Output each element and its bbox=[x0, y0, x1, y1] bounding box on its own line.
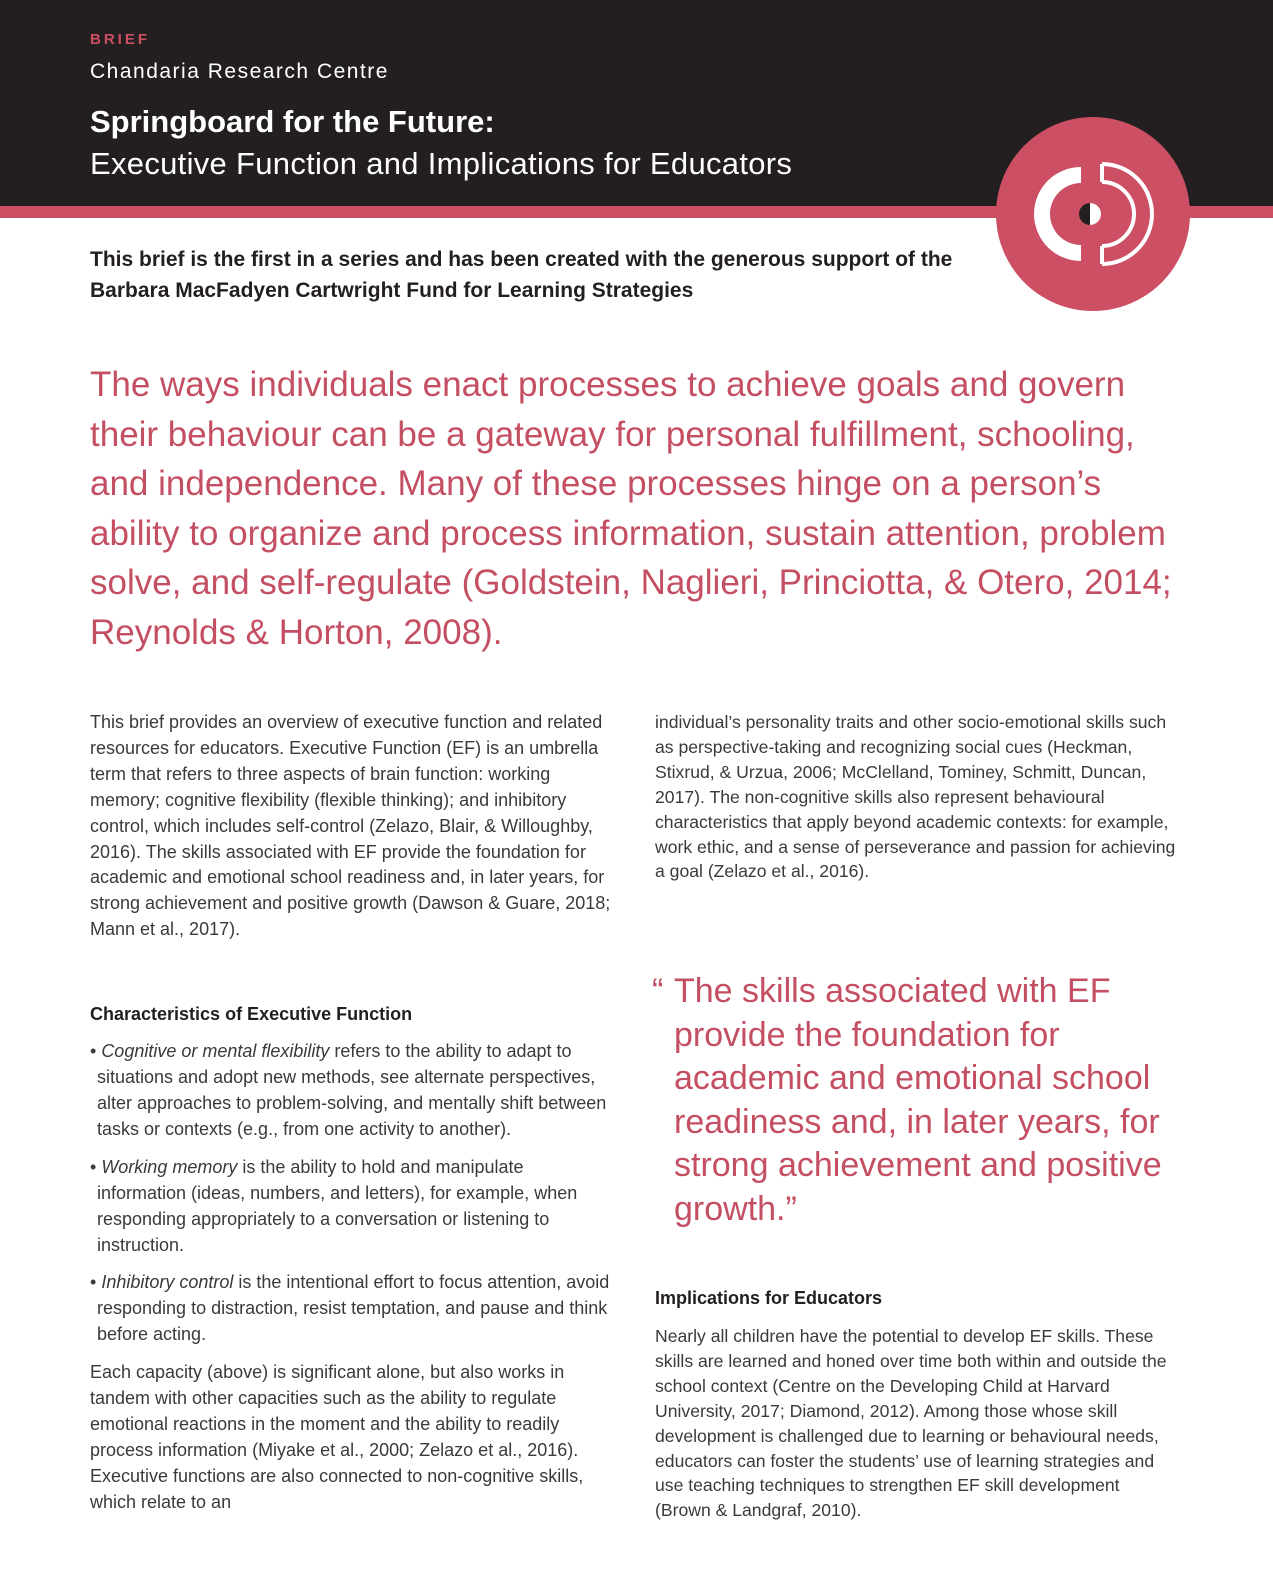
open-quote-mark: “ bbox=[652, 972, 664, 1010]
implications-paragraph: Nearly all children have the potential to develop EF skills. These skills are learned and honed over time both within and outside the school context (Centre on the Developing Child at Harvard University, 2017; Diamond, 2012). Among those whose skill development is challenged due to learning or behavioural needs, educators can foster the students’ use of learning strategies and use teaching techniques to strengthen EF skill development (Brown & Landgraf, 2010). bbox=[655, 1326, 1167, 1521]
close-quote-mark: ” bbox=[785, 1189, 797, 1228]
bullet-term: Working memory bbox=[101, 1156, 238, 1177]
implications-heading: Implications for Educators bbox=[655, 1288, 883, 1308]
overview-paragraph: This brief provides an overview of executive function and related resources for educators. Executive Function (EF) is an umbrella term that refers to three aspects of brain function: working memory; cognitive flexibility (flexible thinking); and inhibitory control, which includes self-control (Zelazo, Blair, & Willoughby, 2016). The skills associated with EF provide the foundation for academic and emotional school readiness and, in later years, for strong achievement and positive growth (Dawson & Guare, 2018; Mann et al., 2017). bbox=[90, 712, 611, 940]
right-column bbox=[655, 710, 1180, 884]
lead-quote: The ways individuals enact processes to achieve goals and govern their behaviour can be a gateway for personal fulfillment, schooling, and independence. Many of these processes hinge on a person’s ability to organize and process information, sustain attention, problem solve, and self-regulate (Goldstein, Naglieri, Princiotta, & Otero, 2014; Reynolds & Horton, 2008). bbox=[90, 365, 1172, 652]
characteristics-heading: Characteristics of Executive Function bbox=[90, 1004, 413, 1025]
capacities-paragraph: Each capacity (above) is significant alone, but also works in tandem with other capacities such as the ability to regulate emotional reactions in the moment and the ability to readily process information (Miyake et al., 2000; Zelazo et al., 2016). Executive functions are also connected to non-cognitive skills, which relate to an bbox=[90, 1362, 584, 1512]
characteristics-list bbox=[90, 1039, 615, 1348]
pull-quote-text: The skills associated with EF provide the foundation for academic and emotional school readiness and, in later years, for strong achievement and positive growth. bbox=[674, 972, 1162, 1228]
list-item: • Cognitive or mental flexibility refers to the ability to adapt to situations and adopt new methods, see alternate perspectives, alter approaches to problem-solving, and mentally shift between tasks or contexts (e.g., from one activity to another). bbox=[90, 1041, 607, 1139]
bullet-text: is the intentional effort to focus attention, avoid responding to distraction, resist temptation, and pause and think before acting. bbox=[97, 1272, 610, 1345]
list-item: • Working memory is the ability to hold and manipulate information (ideas, numbers, and letters), for example, when responding appropriately to a conversation or listening to instruction. bbox=[90, 1156, 578, 1255]
bullet-term: Cognitive or mental flexibility bbox=[101, 1041, 330, 1062]
non-cognitive-paragraph: individual’s personality traits and other socio-emotional skills such as perspective-taking and recognizing social cues (Heckman, Stixrud, & Urzua, 2006; McClelland, Tominey, Schmitt, Duncan, 2017). The non-cognitive skills also represent behavioural characteristics that apply beyond academic contexts: for example, work ethic, and a sense of perseverance and passion for achieving a goal (Zelazo et al., 2016). bbox=[655, 712, 1176, 882]
left-column bbox=[90, 710, 615, 1516]
page-title: Springboard for the Future: bbox=[90, 104, 495, 139]
brief-label: BRIEF bbox=[90, 31, 150, 48]
pull-quote bbox=[652, 970, 1192, 1231]
intro-statement: This brief is the first in a series and has been created with the generous support of the Barbara MacFadyen Cartwright Fund for Learning Strategies bbox=[90, 248, 953, 302]
bullet-text: is the ability to hold and manipulate information (ideas, numbers, and letters), for example, when responding appropriately to a conversation or listening to instruction. bbox=[97, 1156, 578, 1255]
bullet-term: Inhibitory control bbox=[101, 1272, 234, 1293]
implications-section bbox=[655, 1288, 1180, 1523]
bullet-text: refers to the ability to adapt to situations and adopt new methods, see alternate perspectives, alter approaches to problem-solving, and mentally shift between tasks or contexts (e.g., from one activity to another). bbox=[97, 1041, 607, 1139]
page-subtitle: Executive Function and Implications for Educators bbox=[90, 146, 793, 181]
list-item: • Inhibitory control is the intentional effort to focus attention, avoid responding to distraction, resist temptation, and pause and think before acting. bbox=[90, 1272, 610, 1345]
concentric-arc-logo-icon bbox=[996, 117, 1190, 311]
organization-name: Chandaria Research Centre bbox=[90, 60, 389, 83]
